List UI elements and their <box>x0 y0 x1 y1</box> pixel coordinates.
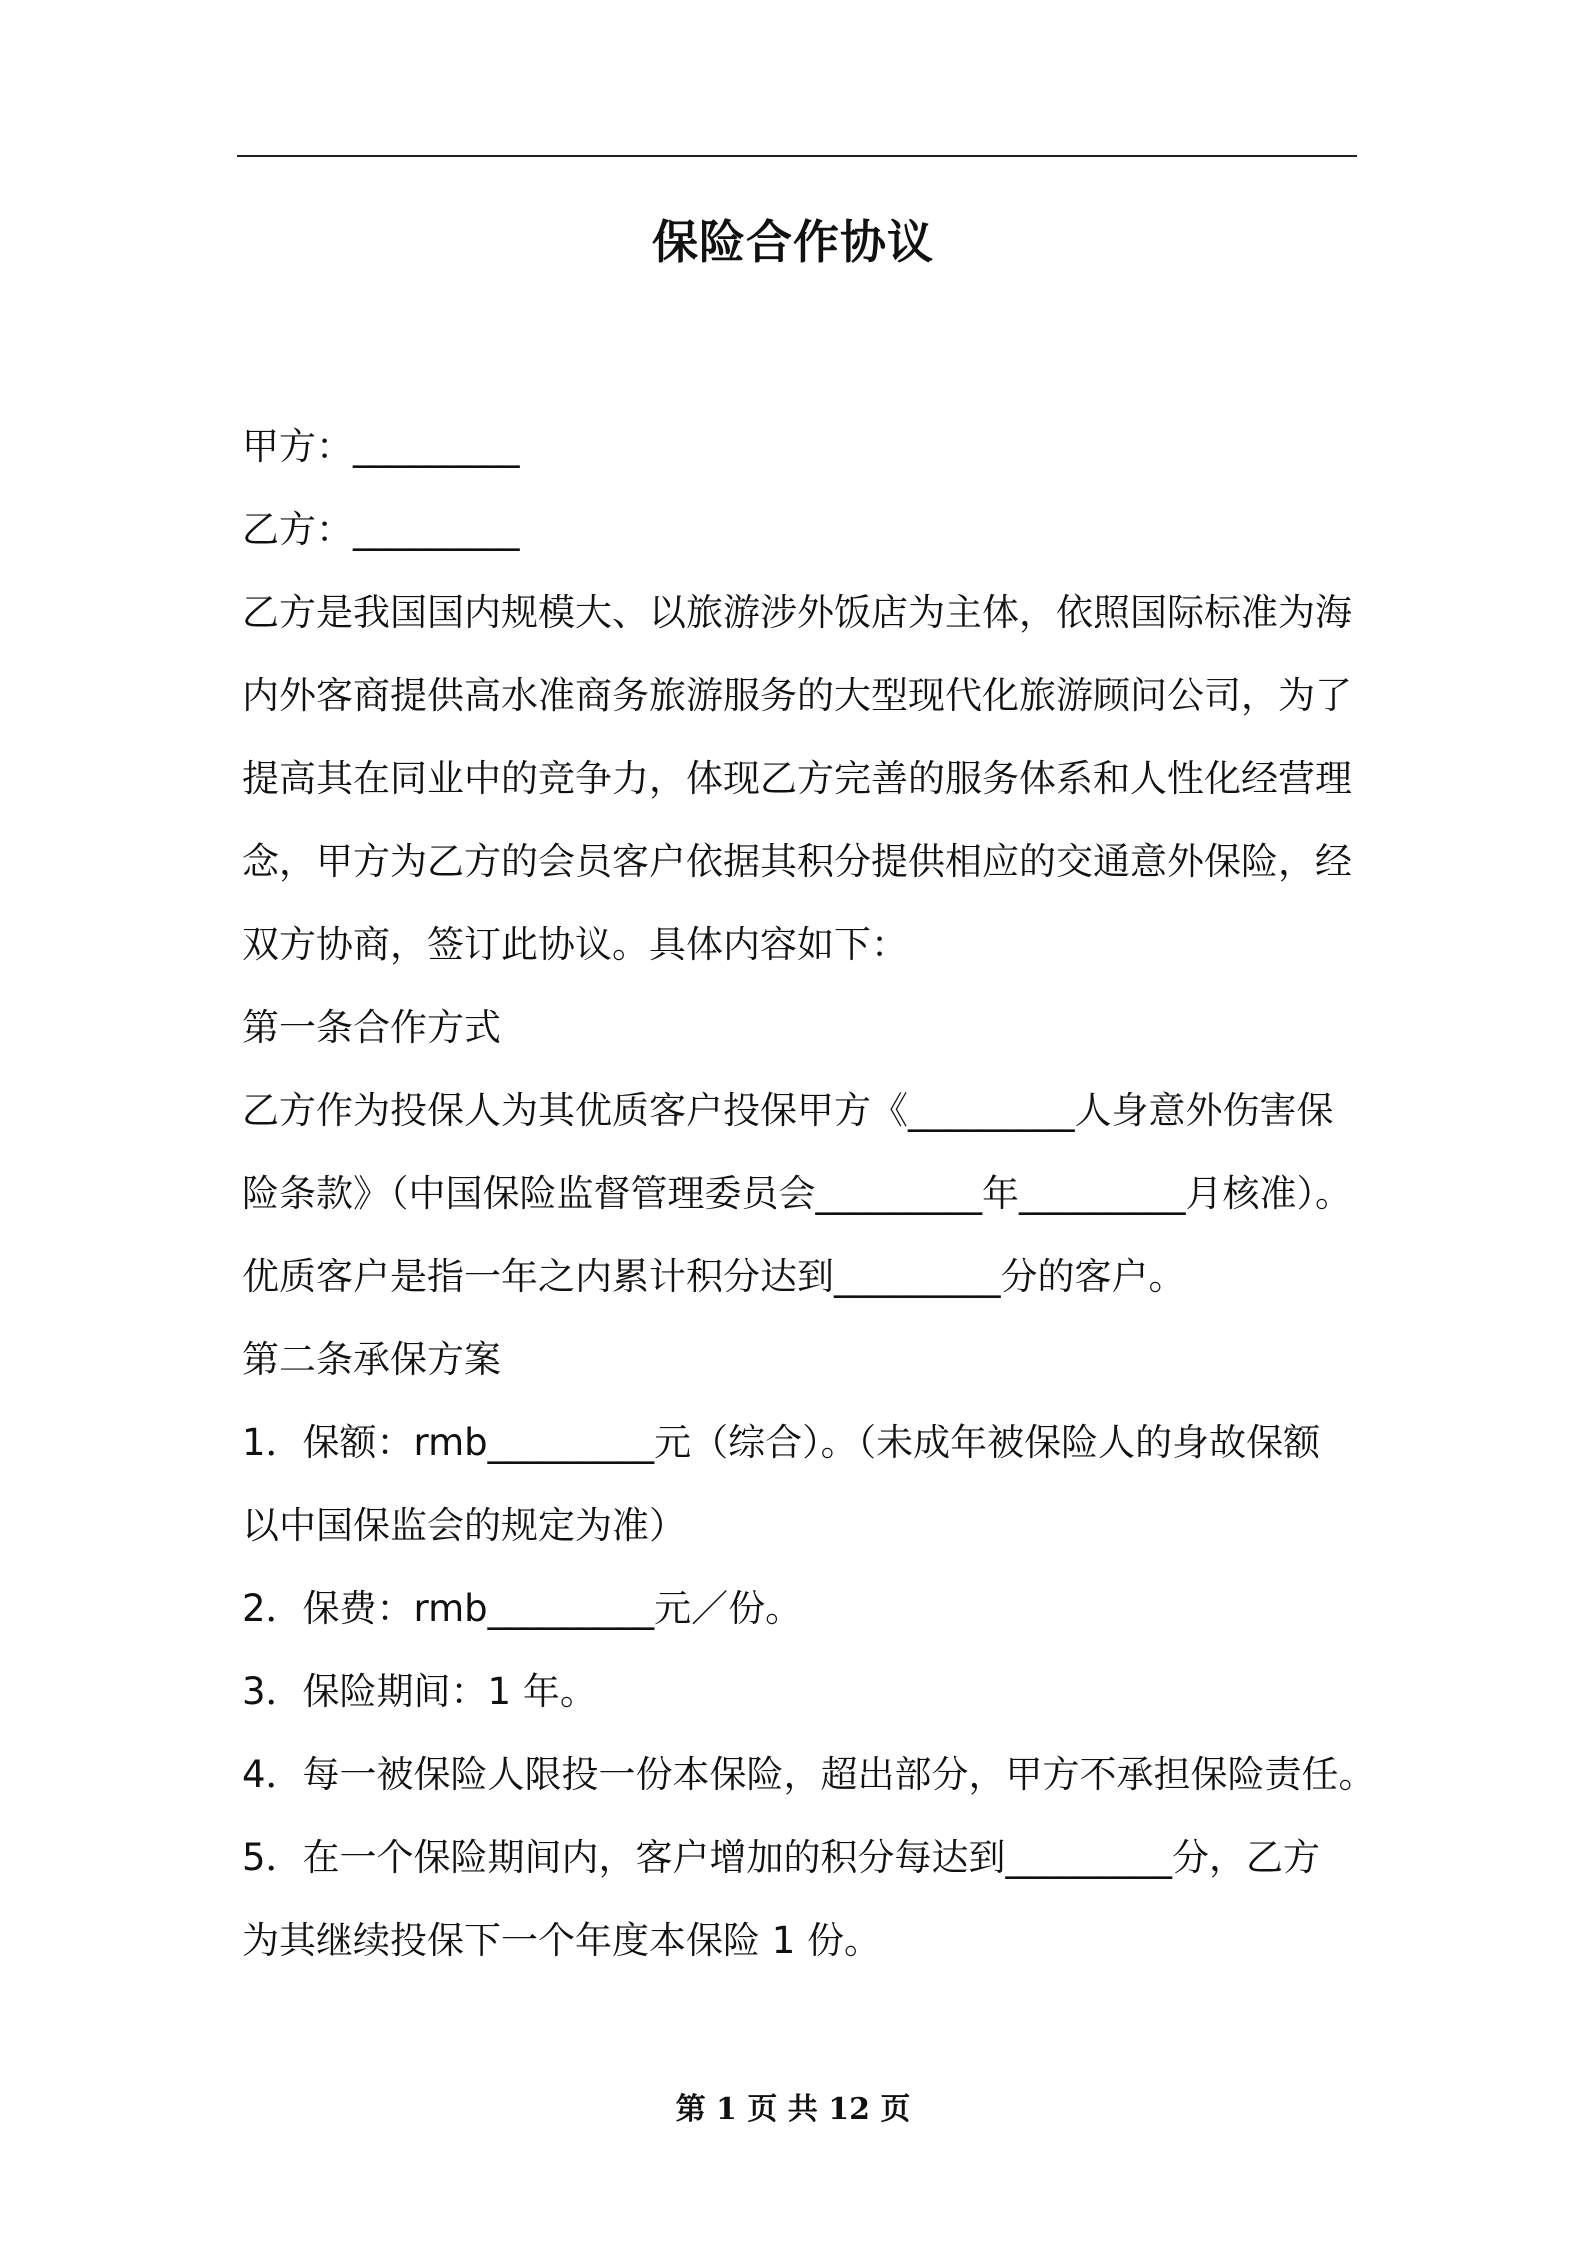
body-paragraph-line: 提高其在同业中的竞争力，体现乙方完善的服务体系和人性化经营理 <box>242 757 1352 800</box>
list-item: 5．在一个保险期间内，客户增加的积分每达到_________分，乙方 <box>242 1836 1321 1879</box>
body-paragraph-line: 念，甲方为乙方的会员客户依据其积分提供相应的交通意外保险，经 <box>242 840 1352 883</box>
list-item: 4．每一被保险人限投一份本保险，超出部分，甲方不承担保险责任。 <box>242 1753 1376 1796</box>
document-title: 保险合作协议 <box>652 215 934 269</box>
list-item-continuation: 为其继续投保下一个年度本保险 1 份。 <box>242 1919 882 1962</box>
header-rule <box>237 155 1357 157</box>
body-paragraph-line: 优质客户是指一年之内累计积分达到_________分的客户。 <box>242 1255 1186 1298</box>
list-item: 2．保费：rmb_________元／份。 <box>242 1587 803 1630</box>
body-paragraph-line: 乙方作为投保人为其优质客户投保甲方《_________人身意外伤害保 <box>242 1089 1334 1132</box>
list-item: 3．保险期间：1 年。 <box>242 1670 597 1713</box>
section-heading: 第二条承保方案 <box>242 1338 501 1381</box>
body-paragraph-line: 双方协商，签订此协议。具体内容如下： <box>242 923 908 966</box>
party-a-line: 甲方：_________ <box>242 425 520 468</box>
list-item: 1．保额：rmb_________元（综合）。（未成年被保险人的身故保额 <box>242 1421 1321 1464</box>
list-item-continuation: 以中国保监会的规定为准） <box>242 1504 686 1547</box>
body-paragraph-line: 险条款》（中国保险监督管理委员会_________年_________月核准）。 <box>242 1172 1352 1215</box>
document-body <box>242 405 1376 1982</box>
body-paragraph-line: 内外客商提供高水准商务旅游服务的大型现代化旅游顾问公司，为了 <box>242 674 1352 717</box>
section-heading: 第一条合作方式 <box>242 1006 501 1049</box>
body-paragraph-line: 乙方是我国国内规模大、以旅游涉外饭店为主体，依照国际标准为海 <box>242 591 1352 634</box>
party-b-line: 乙方：_________ <box>242 508 520 551</box>
page-number-footer: 第 1 页 共 12 页 <box>675 2092 911 2127</box>
